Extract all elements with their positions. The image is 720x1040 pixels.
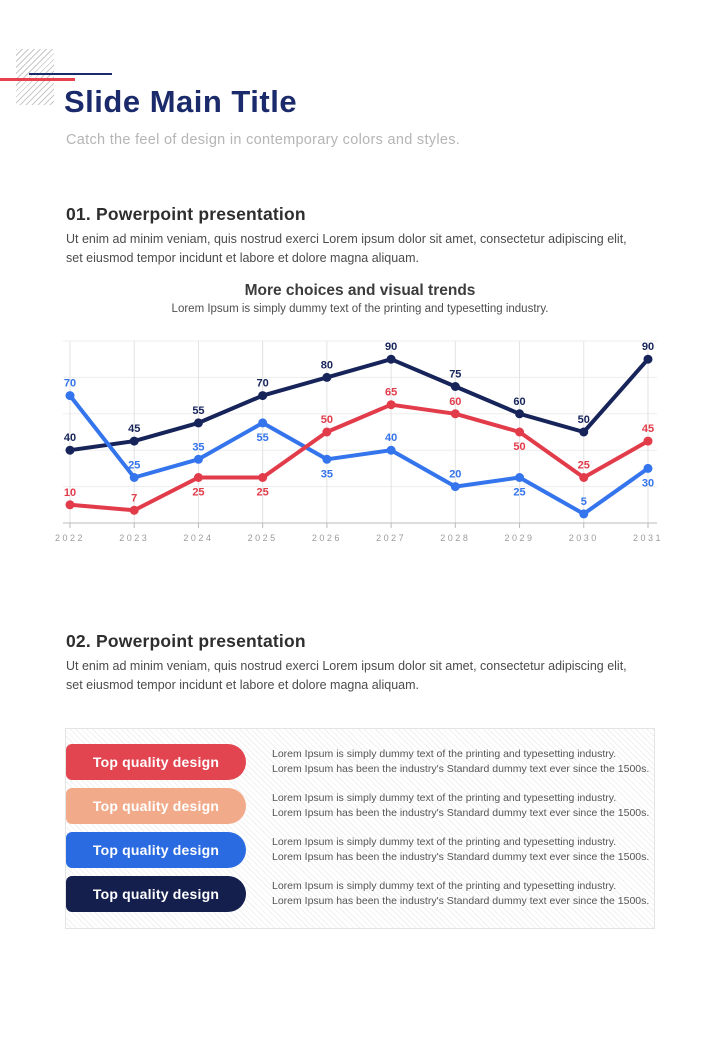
svg-text:25: 25 xyxy=(256,486,269,499)
list-item-line2: Lorem Ipsum has been the industry's Standard dummy text ever since the 1500s. xyxy=(272,763,650,775)
quality-list-panel xyxy=(65,728,655,929)
svg-text:25: 25 xyxy=(192,486,205,499)
chart-title: More choices and visual trends xyxy=(244,282,476,299)
list-item-line1: Lorem Ipsum is simply dummy text of the printing and typesetting industry. xyxy=(272,792,617,804)
svg-text:70: 70 xyxy=(63,377,77,390)
svg-text:40: 40 xyxy=(384,432,398,445)
svg-text:55: 55 xyxy=(256,431,269,444)
svg-text:50: 50 xyxy=(577,414,590,426)
svg-text:2027: 2027 xyxy=(376,533,407,543)
svg-text:80: 80 xyxy=(320,359,334,372)
navy-accent-line xyxy=(29,73,112,75)
top-quality-pill-blue[interactable]: Top quality design xyxy=(66,832,246,868)
list-item xyxy=(66,876,654,912)
list-item-text xyxy=(272,791,650,821)
svg-text:45: 45 xyxy=(641,423,655,436)
svg-text:5: 5 xyxy=(580,495,587,508)
chart-subtitle: Lorem Ipsum is simply dummy text of the printing and typesetting industry. xyxy=(171,303,549,315)
list-item-line1: Lorem Ipsum is simply dummy text of the printing and typesetting industry. xyxy=(272,836,617,848)
svg-text:2029: 2029 xyxy=(504,533,535,543)
svg-text:35: 35 xyxy=(320,468,334,481)
hatched-square-decoration xyxy=(16,49,54,105)
svg-text:50: 50 xyxy=(513,441,526,453)
svg-text:7: 7 xyxy=(131,492,138,505)
list-item xyxy=(66,744,654,780)
svg-text:2022: 2022 xyxy=(55,533,86,543)
top-quality-pill-navy[interactable]: Top quality design xyxy=(66,876,246,912)
svg-text:25: 25 xyxy=(128,459,141,472)
top-quality-pill-salmon[interactable]: Top quality design xyxy=(66,788,246,824)
svg-text:2031: 2031 xyxy=(632,533,663,543)
page-subtitle: Catch the feel of design in contemporary colors and styles. xyxy=(66,132,461,148)
svg-text:50: 50 xyxy=(320,414,334,426)
svg-text:10: 10 xyxy=(63,486,77,499)
svg-text:90: 90 xyxy=(384,341,398,354)
top-quality-pill-red[interactable]: Top quality design xyxy=(66,744,246,780)
list-item-line2: Lorem Ipsum has been the industry's Standard dummy text ever since the 1500s. xyxy=(272,851,650,863)
trend-line-chart xyxy=(55,336,665,548)
svg-text:25: 25 xyxy=(577,459,590,472)
list-item-line2: Lorem Ipsum has been the industry's Standard dummy text ever since the 1500s. xyxy=(272,807,650,819)
list-item-line1: Lorem Ipsum is simply dummy text of the printing and typesetting industry. xyxy=(272,748,617,760)
list-item-text xyxy=(272,879,650,909)
svg-text:65: 65 xyxy=(384,386,398,399)
section-1-heading: 01. Powerpoint presentation xyxy=(66,204,306,224)
svg-text:2023: 2023 xyxy=(119,533,150,543)
svg-text:60: 60 xyxy=(513,395,526,408)
svg-text:45: 45 xyxy=(128,423,141,436)
list-item-text xyxy=(272,747,650,777)
svg-text:35: 35 xyxy=(192,441,205,454)
list-item xyxy=(66,788,654,824)
section-2-body: Ut enim ad minim veniam, quis nostrud exerci Lorem ipsum dolor sit amet, consectetur adipiscing elit, set eiusmod tempor incidunt et labore et dolore magna aliquam. xyxy=(66,659,627,693)
svg-text:55: 55 xyxy=(192,404,205,417)
svg-text:2030: 2030 xyxy=(568,533,599,543)
svg-text:75: 75 xyxy=(449,368,462,381)
red-accent-line xyxy=(0,78,75,81)
section-2-heading: 02. Powerpoint presentation xyxy=(66,631,306,651)
list-item-line2: Lorem Ipsum has been the industry's Standard dummy text ever since the 1500s. xyxy=(272,895,650,907)
svg-text:60: 60 xyxy=(449,395,462,408)
list-item xyxy=(66,832,654,868)
section-1-body: Ut enim ad minim veniam, quis nostrud exerci Lorem ipsum dolor sit amet, consectetur adipiscing elit, set eiusmod tempor incidunt et labore et dolore magna aliquam. xyxy=(66,232,627,266)
svg-text:90: 90 xyxy=(641,341,655,354)
list-item-text xyxy=(272,835,650,865)
svg-text:25: 25 xyxy=(513,486,526,499)
svg-text:2028: 2028 xyxy=(440,533,471,543)
svg-text:2026: 2026 xyxy=(311,533,342,543)
svg-text:30: 30 xyxy=(641,477,655,490)
list-item-line1: Lorem Ipsum is simply dummy text of the printing and typesetting industry. xyxy=(272,880,617,892)
svg-text:70: 70 xyxy=(256,377,269,390)
svg-text:2025: 2025 xyxy=(247,533,278,543)
svg-text:40: 40 xyxy=(63,432,77,445)
svg-text:20: 20 xyxy=(449,468,462,481)
svg-text:2024: 2024 xyxy=(183,533,214,543)
page-title: Slide Main Title xyxy=(64,84,298,119)
